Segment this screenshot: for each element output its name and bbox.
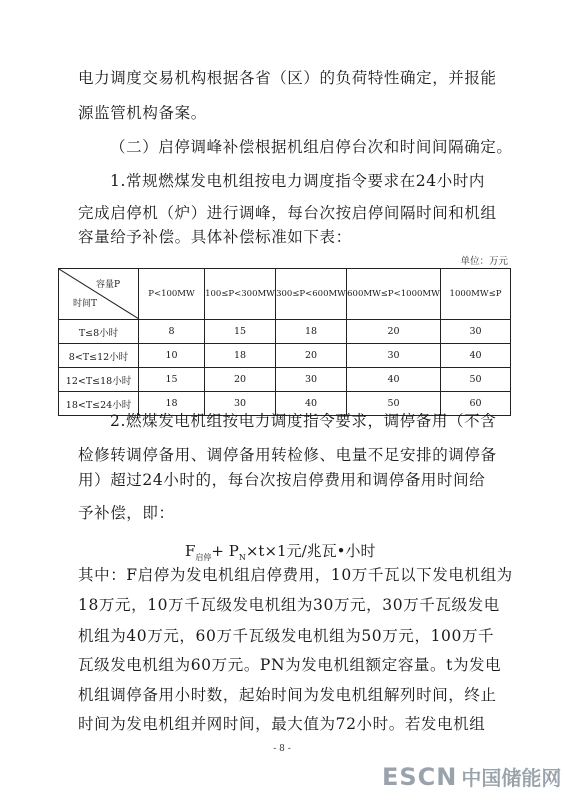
formula-p-subscript: N: [238, 553, 246, 562]
compensation-table: [58, 268, 511, 416]
table-cell: 40: [276, 392, 347, 416]
table-cell: 15: [139, 368, 205, 392]
page-number: - 8 -: [273, 744, 291, 754]
table-cell: 20: [205, 368, 276, 392]
table-cell: 18: [205, 344, 276, 368]
row-label: 18<T≤24小时: [59, 392, 139, 416]
unit-label: 单位：万元: [460, 256, 508, 267]
table-row: [59, 320, 511, 344]
table-cell: 15: [205, 320, 276, 344]
paragraph-line: 其中：F启停为发电机组启停费用，10万千瓦以下发电机组为: [78, 566, 513, 584]
table-cell: 20: [347, 320, 441, 344]
compensation-formula: [185, 540, 445, 563]
formula-rest: ×t×1元/兆瓦•小时: [245, 542, 376, 560]
table-row: [59, 344, 511, 368]
column-header: 300≤P<600MW: [276, 269, 347, 320]
table-cell: 20: [276, 344, 347, 368]
formula-p: P: [228, 542, 239, 560]
paragraph-line: 电力调度交易机构根据各省（区）的负荷特性确定，并报能: [78, 69, 497, 87]
table-cell: 40: [441, 344, 511, 368]
table-cell: 30: [205, 392, 276, 416]
table-cell: 8: [139, 320, 205, 344]
paragraph-line: 18万元，10万千瓦级发电机组为30万元，30万千瓦级发电: [78, 596, 500, 614]
table-cell: 60: [441, 392, 511, 416]
formula-f: F: [185, 542, 196, 560]
logo-text-chinese: 中国储能网: [461, 766, 562, 790]
capacity-label: 容量P: [95, 280, 120, 290]
table-header-row: [59, 269, 511, 320]
table-cell: 30: [441, 320, 511, 344]
paragraph-line: 完成启停机（炉）进行调峰，每台次按启停间隔时间和机组: [78, 204, 497, 222]
column-header: 100≤P<300MW: [205, 269, 276, 320]
formula-plus: +: [211, 542, 229, 560]
column-header: P<100MW: [139, 269, 205, 320]
paragraph-line: 2.燃煤发电机组按电力调度指令要求，调停备用（不含: [110, 412, 497, 430]
logo-text-latin: ESCN: [382, 763, 458, 791]
paragraph-line: 时间为发电机组并网时间，最大值为72小时。若发电机组: [78, 715, 486, 733]
paragraph-line: （二）启停调峰补偿根据机组启停台次和时间间隔确定。: [110, 138, 513, 156]
table-cell: 50: [441, 368, 511, 392]
paragraph-line: 瓦级发电机组为60万元。PN为发电机组额定容量。t为发电: [78, 656, 502, 674]
paragraph-line: 予补偿，即：: [78, 504, 175, 522]
paragraph-line: 机组调停备用小时数，起始时间为发电机组解列时间，终止: [78, 686, 497, 704]
paragraph-line: 检修转调停备用、调停备用转检修、电量不足安排的调停备: [78, 446, 497, 464]
table-row: [59, 368, 511, 392]
table-cell: 10: [139, 344, 205, 368]
paragraph-line: 用）超过24小时的，每台次按启停费用和调停备用时间给: [78, 471, 486, 489]
escn-logo: [382, 762, 562, 792]
table-cell: 18: [276, 320, 347, 344]
column-header: 1000MW≤P: [441, 269, 511, 320]
paragraph-line: 1.常规燃煤发电机组按电力调度指令要求在24小时内: [110, 172, 486, 190]
table-cell: 30: [347, 344, 441, 368]
row-label: T≤8小时: [59, 320, 139, 344]
paragraph-line: 容量给予补偿。具体补偿标准如下表：: [78, 228, 352, 246]
row-label: 8<T≤12小时: [59, 344, 139, 368]
table-cell: 40: [347, 368, 441, 392]
table-cell: 50: [347, 392, 441, 416]
row-label: 12<T≤18小时: [59, 368, 139, 392]
paragraph-line: 机组为40万元，60万千瓦级发电机组为50万元，100万千: [78, 627, 495, 645]
formula-f-subscript: 启停: [195, 553, 212, 562]
column-header: 600MW≤P<1000MW: [347, 269, 441, 320]
time-label: 时间T: [73, 299, 98, 309]
table-cell: 18: [139, 392, 205, 416]
diagonal-header-cell: [59, 269, 139, 320]
paragraph-line: 源监管机构备案。: [78, 104, 207, 122]
table-cell: 30: [276, 368, 347, 392]
